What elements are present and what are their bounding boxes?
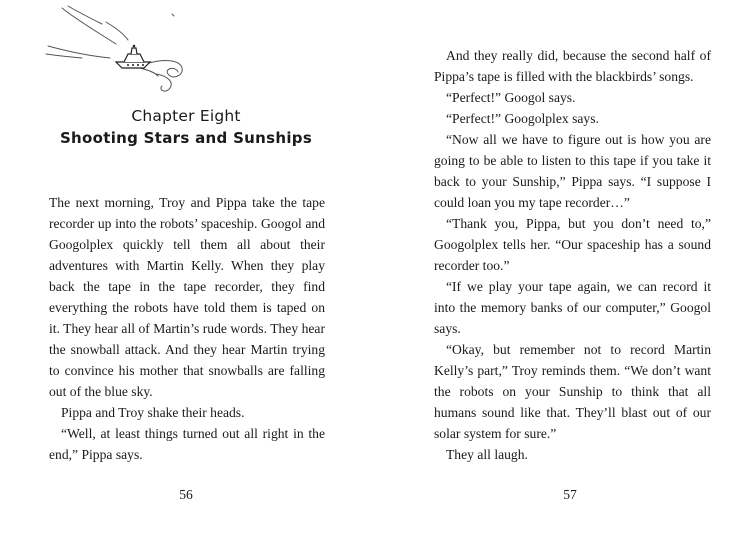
chapter-title: Shooting Stars and Sunships: [59, 129, 313, 147]
paragraph: “Okay, but remember not to record Martin Kelly’s part,” Troy reminds them. “We don’t want the robots on your Sunship to think that all humans sound like that. They’ll blast out of our solar system for sure.”: [434, 342, 711, 441]
paragraph: Pippa and Troy shake their heads.: [61, 405, 245, 420]
paragraph: “Well, at least things turned out all right in the end,” Pippa says.: [49, 426, 325, 462]
right-page-body: [434, 45, 711, 465]
paragraph: “Perfect!” Googol says.: [446, 90, 576, 105]
paragraph: “Thank you, Pippa, but you don’t need to,” Googolplex tells her. “Our spaceship has a sound recorder too.”: [434, 216, 711, 273]
right-page: [378, 0, 756, 549]
page-number: 56: [179, 487, 193, 502]
left-page-body: [49, 192, 325, 465]
paragraph: “Now all we have to figure out is how you are going to be able to listen to this tape if you take it back to your Sunship,” Pippa says. “I suppose I could loan you my tape recorder…”: [434, 132, 711, 210]
paragraph: The next morning, Troy and Pippa take the tape recorder up into the robots’ spaceship. Googol and Googolplex quickly tell them all about their adventures with Martin Kelly. When they play back the tape in the tape recorder, they find everything the robots have told them is taped on it. They hear all of Martin’s rude words. They hear the snowball attack. And they hear Martin trying to convince his mother that snowballs are falling out of the blue sky.: [49, 195, 325, 399]
paragraph: “Perfect!” Googolplex says.: [446, 111, 599, 126]
paragraph: They all laugh.: [446, 447, 528, 462]
spaceship-icon: [44, 4, 194, 96]
paragraph: And they really did, because the second half of Pippa’s tape is filled with the blackbirds’ songs.: [434, 48, 711, 84]
chapter-label: Chapter Eight: [131, 107, 241, 125]
paragraph: “If we play your tape again, we can record it into the memory banks of our computer,” Googol says.: [434, 279, 711, 336]
page-number: 57: [563, 487, 577, 502]
